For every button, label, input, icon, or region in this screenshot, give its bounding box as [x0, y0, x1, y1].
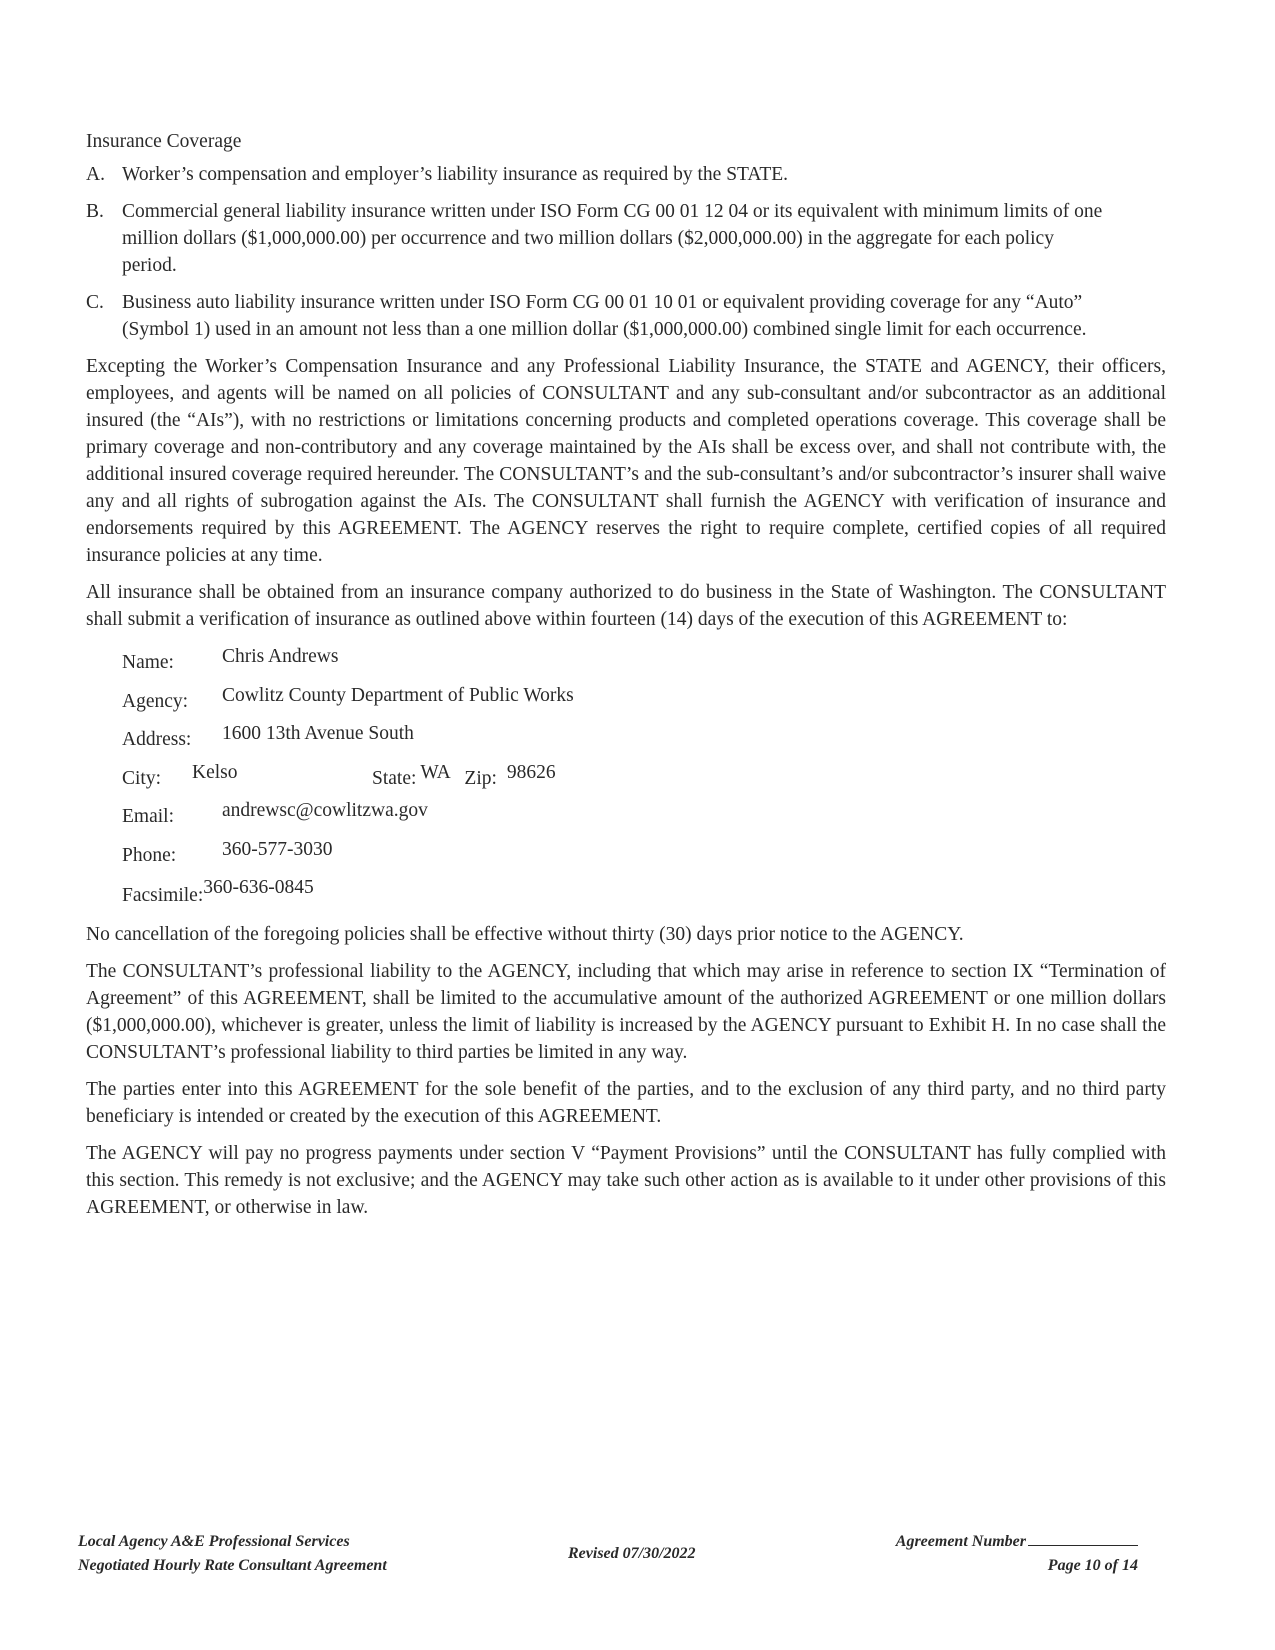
- paragraph-excepting: Excepting the Worker’s Compensation Insurance and any Professional Liability Insurance, the STATE and AGENCY, their officers, employees, and agents will be named on all policies of CONSULTANT and any sub-consultant and/or subcontractor as an additional insured (the “AIs”), with no restrictions or limitations concerning products and completed operations coverage. This coverage shall be primary coverage and non-contributory and any coverage maintained by the AIs shall be excess over, and shall not contribute with, the additional insured coverage required hereunder. The CONSULTANT’s and the sub-consultant’s and/or subcontractor’s insurer shall waive any and all rights of subrogation against the AIs. The CONSULTANT shall furnish the AGENCY with verification of insurance and endorsements required by this AGREEMENT. The AGENCY reserves the right to require complete, certified copies of all required insurance policies at any time.: [86, 356, 1166, 566]
- email-label: Email:: [122, 806, 174, 827]
- agreement-number: [838, 1530, 1138, 1554]
- phone-label: Phone:: [122, 844, 177, 866]
- email-value: andrewsc@cowlitzwa.gov: [222, 800, 428, 821]
- list-letter: B.: [86, 201, 104, 222]
- zip-label: Zip:: [464, 767, 497, 789]
- footer-form-title: Local Agency A&E Professional Services: [78, 1533, 350, 1550]
- contact-row-agency: [122, 682, 1166, 721]
- page-number: Page 10 of 14: [1047, 1557, 1138, 1574]
- list-letter: A.: [86, 164, 105, 185]
- phone-value: 360-577-3030: [222, 838, 333, 860]
- address-label: Address:: [122, 729, 192, 750]
- zip-value: 98626: [506, 761, 556, 783]
- footer-right: [838, 1530, 1138, 1578]
- document-body: [86, 128, 1166, 1231]
- list-item-a: [86, 161, 1166, 188]
- agency-label: Agency:: [122, 690, 189, 712]
- name-label: Name:: [122, 652, 174, 673]
- contact-row-fax: [122, 874, 1166, 913]
- contact-row-city: [122, 759, 1166, 798]
- agency-value: Cowlitz County Department of Public Works: [222, 684, 574, 706]
- address-value: 1600 13th Avenue South: [222, 723, 414, 744]
- list-text: Business auto liability insurance written under ISO Form CG 00 01 10 01 or equivalent providing coverage for any “Auto” (Symbol 1) used in an amount not less than a one million dollar ($1,000,000.00) combined single limit for each occurrence.: [122, 292, 1087, 340]
- agreement-number-blank: [1028, 1545, 1138, 1546]
- agreement-number-label: Agreement Number: [895, 1533, 1026, 1550]
- footer-form-subtitle: Negotiated Hourly Rate Consultant Agreement: [78, 1557, 387, 1574]
- city-value: Kelso: [192, 761, 238, 783]
- list-item-b: [86, 198, 1166, 279]
- state-label: State:: [372, 767, 417, 789]
- paragraph-liability: The CONSULTANT’s professional liability to the AGENCY, including that which may arise in reference to section IX “Termination of Agreement” of this AGREEMENT, shall be limited to the accumulative amount of the authorized AGREEMENT or one million dollars ($1,000,000.00), whichever is greater, unless the limit of liability is increased by the AGENCY pursuant to Exhibit H. In no case shall the CONSULTANT’s professional liability to third parties be limited in any way.: [86, 960, 1166, 1063]
- contact-row-email: [122, 797, 1166, 836]
- city-label: City:: [122, 767, 162, 789]
- contact-row-address: [122, 720, 1166, 759]
- fax-label: Facsimile:: [122, 885, 204, 906]
- list-text: Worker’s compensation and employer’s liability insurance as required by the STATE.: [122, 164, 789, 185]
- footer-revised: Revised 07/30/2022: [568, 1545, 696, 1562]
- paragraph-payments: The AGENCY will pay no progress payments under section V “Payment Provisions” until the CONSULTANT has fully complied with this section. This remedy is not exclusive; and the AGENCY may take such other action as is available to it under other provisions of this AGREEMENT, or otherwise in law.: [86, 1142, 1166, 1218]
- section-heading: Insurance Coverage: [86, 131, 242, 152]
- paragraph-all-insurance: All insurance shall be obtained from an insurance company authorized to do business in the State of Washington. The CONSULTANT shall submit a verification of insurance as outlined above within fourteen (14) days of the execution of this AGREEMENT to:: [86, 582, 1166, 630]
- contact-row-name: [122, 643, 1166, 682]
- list-text: Commercial general liability insurance written under ISO Form CG 00 01 12 04 or its equivalent with minimum limits of one million dollars ($1,000,000.00) per occurrence and two million dollars ($2,000,000.00) in the aggregate for each policy period.: [122, 201, 1103, 276]
- state-value: WA: [420, 761, 451, 783]
- contact-block: [122, 643, 1166, 913]
- contact-row-phone: [122, 836, 1166, 875]
- fax-value: 360-636-0845: [203, 877, 314, 898]
- list-item-c: [86, 289, 1166, 343]
- paragraph-cancellation: No cancellation of the foregoing policies shall be effective without thirty (30) days prior notice to the AGENCY.: [86, 923, 964, 945]
- footer-left: [78, 1530, 498, 1578]
- name-value: Chris Andrews: [222, 646, 339, 667]
- paragraph-parties: The parties enter into this AGREEMENT for the sole benefit of the parties, and to the exclusion of any third party, and no third party beneficiary is intended or created by the execution of this AGREEMENT.: [86, 1078, 1166, 1127]
- list-letter: C.: [86, 292, 104, 313]
